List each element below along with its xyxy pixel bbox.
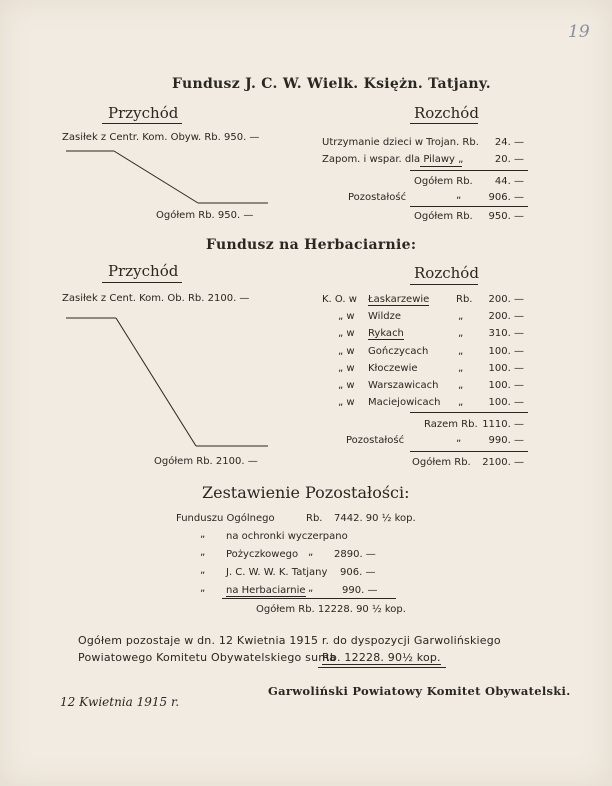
fund2-exp-amt: 100. — [488,346,524,357]
summary-row-amt: 906. — [340,567,376,578]
fund2-exp-unit: „ [458,328,464,339]
fund1-income-header: Przychód [108,104,179,122]
fund2-exp-prefix: „ w [338,328,355,339]
fund2-income-total: Ogółem Rb. 2100. — [154,456,258,467]
summary-row-unit: „ [308,547,314,558]
fund1-expense-header: Rozchód [414,104,479,122]
summary-row-mark: „ [200,565,206,576]
fund1-expense-1-amt: 24. — [494,137,524,148]
summary-row-mark: „ [200,583,206,594]
fund2-expense-header: Rozchód [414,264,479,282]
fund1-remainder-ditto: „ [456,190,462,201]
summary-row-mark: „ [200,529,206,540]
summary-row-unit: Rb. [306,513,323,524]
fund2-exp-amt: 200. — [488,294,524,305]
fund1-expense-2-desc: Zapom. i wspar. dla Pilawy „ [322,154,464,165]
summary-row-amt: 990. — [342,585,378,596]
fund1-remainder: 906. — [488,192,524,203]
page-number: 19 [568,22,590,42]
fund2-exp-amt: 100. — [488,363,524,374]
fund2-exp-unit: „ [458,346,464,357]
summary-row-label: na ochronki wyczerpano [226,531,348,542]
fund2-exp-amt: 100. — [488,380,524,391]
fund1-title: Fundusz J. C. W. Wielk. Księżn. Tatjany. [172,76,491,92]
fund2-exp-prefix: „ w [338,363,355,374]
fund1-subtotal-label: Ogółem Rb. [414,176,473,187]
summary-row-unit: „ [308,583,314,594]
fund2-income-header: Przychód [108,262,179,280]
document-date: 12 Kwietnia 1915 r. [60,695,180,709]
fund2-title: Fundusz na Herbaciarnie: [206,237,417,253]
summary-row-label: J. C. W. W. K. Tatjany [226,567,328,578]
fund2-remainder-label: Pozostałość [346,435,405,446]
fund2-exp-unit: „ [458,311,464,322]
closing-sum: Rb. 12228. 90½ kop. [322,651,441,664]
fund2-exp-prefix: „ w [338,311,355,322]
fund2-exp-prefix: „ w [338,346,355,357]
fund2-exp-prefix: „ w [338,397,355,408]
fund1-remainder-label: Pozostałość [348,192,407,203]
fund1-expense-total: 950. — [488,211,524,222]
summary-total: Ogółem Rb. 12228. 90 ½ kop. [256,604,406,615]
fund2-exp-place: Gończycach [368,346,429,357]
closing-line-1: Ogółem pozostaje w dn. 12 Kwietnia 1915 r. do dyspozycji Garwolińskiego [78,634,501,647]
fund2-expense-total-label: Ogółem Rb. [412,457,471,468]
summary-row-label: na Herbaciarnie [226,585,306,596]
fund2-remainder-ditto: „ [456,433,462,444]
fund2-exp-prefix: „ w [338,380,355,391]
fund2-exp-unit: Rb. [456,294,473,305]
fund2-exp-amt: 100. — [488,397,524,408]
fund2-expense-total: 2100. — [482,457,524,468]
fund2-exp-unit: „ [458,397,464,408]
fund2-exp-unit: „ [458,363,464,374]
fund2-sum-label: Razem Rb. [424,419,478,430]
signature: Garwoliński Powiatowy Komitet Obywatelski. [268,684,571,698]
fund2-sum: 1110. — [482,419,524,430]
fund1-expense-1-desc: Utrzymanie dzieci w Trojan. Rb. [322,137,479,148]
summary-row-label: Funduszu Ogólnego [176,513,275,524]
summary-row-amt: 2890. — [334,549,376,560]
fund2-exp-place: Łaskarzewie [368,294,430,305]
fund2-exp-place: Kłoczewie [368,363,418,374]
summary-row-mark: „ [200,547,206,558]
fund1-income-total: Ogółem Rb. 950. — [156,210,254,221]
fund2-income-line: Zasiłek z Cent. Kom. Ob. Rb. 2100. — [62,293,250,304]
summary-row-label: Pożyczkowego [226,549,299,560]
fund1-subtotal: 44. — [494,176,524,187]
fund2-remainder: 990. — [488,435,524,446]
fund2-exp-place: Rykach [368,328,404,339]
fund2-exp-place: Warszawicach [368,380,439,391]
fund1-expense-2-amt: 20. — [494,154,524,165]
fund2-exp-place: Wildze [368,311,401,322]
fund1-income-line: Zasiłek z Centr. Kom. Obyw. Rb. 950. — [62,132,260,143]
fund2-exp-amt: 200. — [488,311,524,322]
fund2-exp-place: Maciejowicach [368,397,441,408]
closing-line-2: Powiatowego Komitetu Obywatelskiego suma [78,651,337,664]
fund2-exp-amt: 310. — [488,328,524,339]
fund2-exp-prefix: K. O. w [322,294,357,305]
fund1-expense-total-label: Ogółem Rb. [414,211,473,222]
summary-row-amt: 7442. 90 ½ kop. [334,513,416,524]
fund2-exp-unit: „ [458,380,464,391]
summary-title: Zestawienie Pozostałości: [202,483,410,502]
